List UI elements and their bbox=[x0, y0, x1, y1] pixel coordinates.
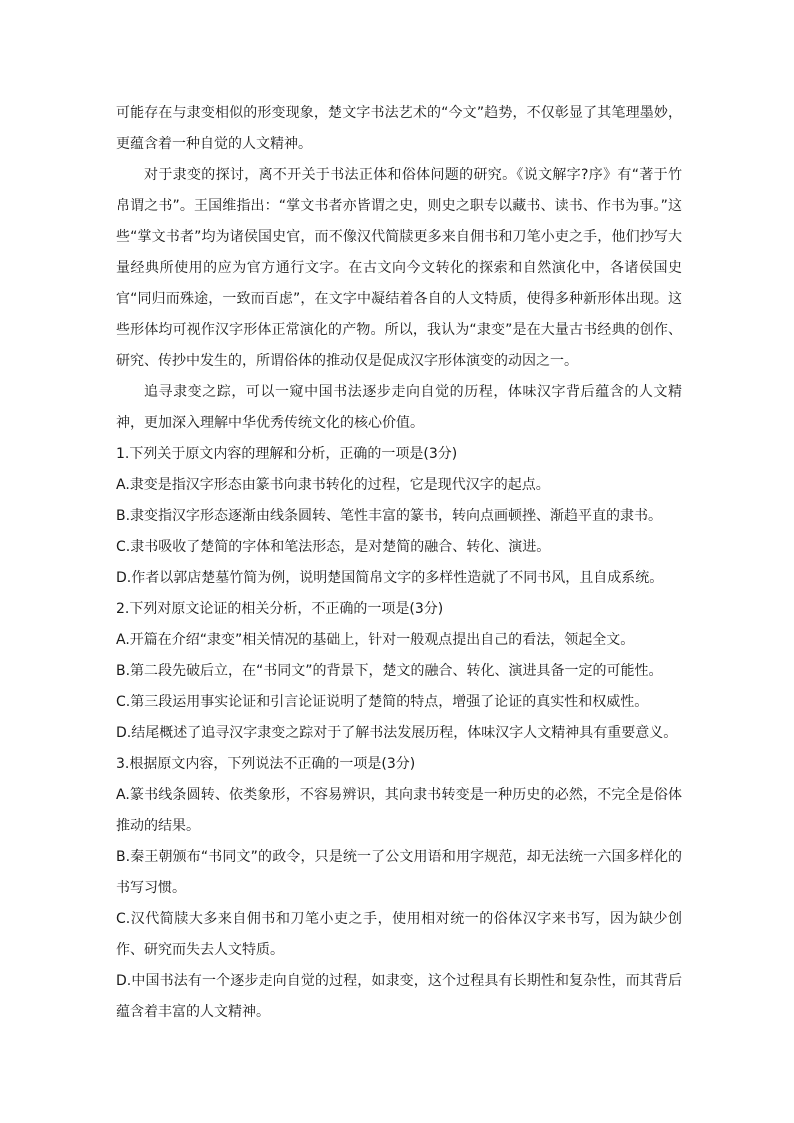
question-3 bbox=[116, 749, 682, 1028]
option-a: A.开篇在介绍“隶变”相关情况的基础上，针对一般观点提出自己的看法，领起全文。 bbox=[116, 632, 635, 648]
question-stem: 1.下列关于原文内容的理解和分析，正确的一项是(3分) bbox=[116, 446, 458, 462]
passage-paragraph-3: 追寻隶变之踪，可以一窥中国书法逐步走向自觉的历程，体味汉字背后蕴含的人文精神，更加深入理解中华优秀传统文化的核心价值。 bbox=[116, 384, 682, 431]
option-d: D.中国书法有一个逐步走向自觉的过程，如隶变，这个过程具有长期性和复杂性，而其背后蕴含着丰富的人文精神。 bbox=[116, 973, 682, 1020]
option-d: D.作者以郭店楚墓竹简为例，说明楚国简帛文字的多样性造就了不同书风，且自成系统。 bbox=[116, 570, 664, 586]
question-2 bbox=[116, 594, 682, 749]
passage-paragraph-2: 对于隶变的探讨，离不开关于书法正体和俗体问题的研究。《说文解字?序》有“著于竹帛谓之书”。王国维指出：“掌文书者亦皆谓之史，则史之职专以藏书、读书、作书为事。”这些“掌文书者”均为诸侯国史官，而不像汉代简牍更多来自佣书和刀笔小吏之手，他们抄写大量经典所使用的应为官方通行文字。在古文向今文转化的探索和自然演化中，各诸侯国史官“同归而殊途，一致而百虑”，在文字中凝结着各自的人文特质，使得多种新形体出现。这些形体均可视作汉字形体正常演化的产物。所以，我认为“隶变”是在大量古书经典的创作、研究、传抄中发生的，所谓俗体的推动仅是促成汉字形体演变的动因之一。 bbox=[116, 167, 682, 369]
option-b: B.隶变指汉字形态逐渐由线条圆转、笔性丰富的篆书，转向点画顿挫、渐趋平直的隶书。 bbox=[116, 508, 663, 524]
option-a: A.篆书线条圆转、依类象形，不容易辨识，其向隶书转变是一种历史的必然，不完全是俗体推动的结果。 bbox=[116, 787, 682, 834]
option-c: C.汉代简牍大多来自佣书和刀笔小吏之手，使用相对统一的俗体汉字来书写，因为缺少创作、研究而失去人文特质。 bbox=[116, 911, 682, 958]
article-body bbox=[116, 98, 682, 1028]
question-stem: 3.根据原文内容，下列说法不正确的一项是(3分) bbox=[116, 756, 416, 772]
option-b: B.秦王朝颁布“书同文”的政令，只是统一了公文用语和用字规范，却无法统一六国多样化的书写习惯。 bbox=[116, 849, 682, 896]
option-a: A.隶变是指汉字形态由篆书向隶书转化的过程，它是现代汉字的起点。 bbox=[116, 477, 550, 493]
option-c: C.隶书吸收了楚简的字体和笔法形态，是对楚简的融合、转化、演进。 bbox=[116, 539, 551, 555]
option-c: C.第三段运用事实论证和引言论证说明了楚简的特点，增强了论证的真实性和权威性。 bbox=[116, 694, 649, 710]
option-b: B.第二段先破后立，在“书同文”的背景下，楚文的融合、转化、演进具备一定的可能性。 bbox=[116, 663, 663, 679]
passage-paragraph-1: 可能存在与隶变相似的形变现象，楚文字书法艺术的“今文”趋势，不仅彰显了其笔理墨妙，更蕴含着一种自觉的人文精神。 bbox=[116, 105, 682, 152]
option-d: D.结尾概述了追寻汉字隶变之踪对于了解书法发展历程，体味汉字人文精神具有重要意义。 bbox=[116, 725, 678, 741]
question-1 bbox=[116, 439, 682, 594]
question-stem: 2.下列对原文论证的相关分析，不正确的一项是(3分) bbox=[116, 601, 444, 617]
